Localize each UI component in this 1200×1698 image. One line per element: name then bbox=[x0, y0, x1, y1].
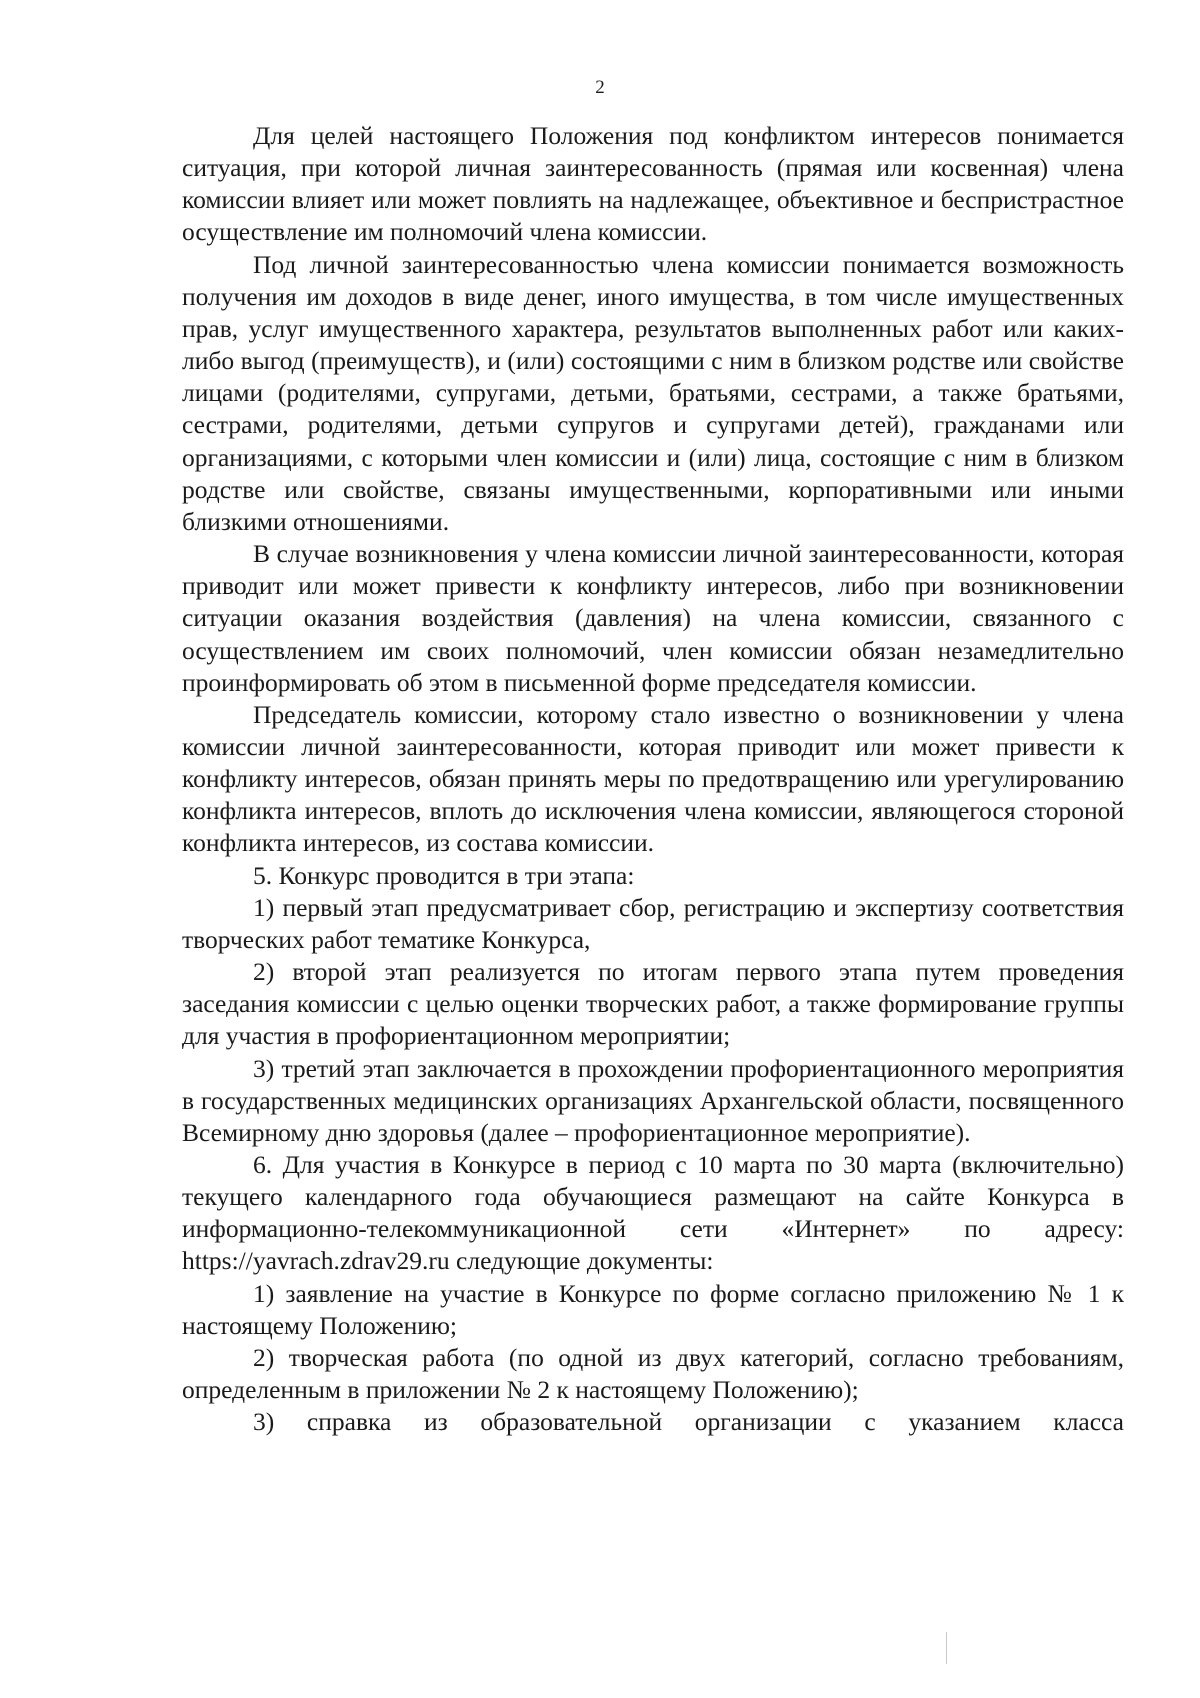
paragraph-personal-interest: Под личной заинтересованностью члена комиссии понимается возможность получения им доходов в виде денег, иного имущества, в том числе имущественных прав, услуг имущественного характера, результатов выполненных работ или каких-либо выгод (преимуществ), и (или) состоящими с ним в близком родстве или свойстве лицами (родителями, супругами, детьми, братьями, сестрами, а также братьями, сестрами, родителями, детьми супругов и супругами детей), гражданами или организациями, с которыми член комиссии и (или) лица, состоящие с ним в близком родстве или свойстве, связаны имущественными, корпоративными или иными близкими отношениями. bbox=[182, 249, 1124, 536]
paragraph-chairman-measures: Председатель комиссии, которому стало известно о возникновении у члена комиссии личной заинтересованности, которая приводит или может привести к конфликту интересов, обязан принять меры по предотвращению или урегулированию конфликта интересов, вплоть до исключения члена комиссии, являющегося стороной конфликта интересов, из состава комиссии. bbox=[182, 699, 1124, 858]
paragraph-conflict-definition: Для целей настоящего Положения под конфликтом интересов понимается ситуация, при которой личная заинтересованность (прямая или косвенная) члена комиссии влияет или может повлиять на надлежащее, объективное и беспристрастное осуществление им полномочий члена комиссии. bbox=[182, 121, 1124, 247]
document-body bbox=[182, 120, 1124, 1438]
paragraph-doc-creative-work: 2) творческая работа (по одной из двух категорий, согласно требованиям, определенным в приложении № 2 к настоящему Положению); bbox=[182, 1342, 1124, 1405]
paragraph-doc-certificate: 3) справка из образовательной организации с указанием класса bbox=[253, 1407, 1124, 1437]
scan-artifact bbox=[946, 1632, 947, 1664]
paragraph-doc-application: 1) заявление на участие в Конкурсе по форме согласно приложению № 1 к настоящему Положению; bbox=[182, 1278, 1124, 1340]
paragraph-member-obligation: В случае возникновения у члена комиссии личной заинтересованности, которая приводит или может привести к конфликту интересов, либо при возникновении ситуации оказания воздействия (давления) на члена комиссии, связанного с осуществлением им своих полномочий, член комиссии обязан незамедлительно проинформировать об этом в письменной форме председателя комиссии. bbox=[182, 539, 1124, 697]
page-number: 2 bbox=[595, 77, 605, 98]
paragraph-stage-one: 1) первый этап предусматривает сбор, регистрацию и экспертизу соответствия творческих работ тематике Конкурса, bbox=[182, 892, 1124, 954]
paragraph-contest-stages: 5. Конкурс проводится в три этапа: bbox=[253, 860, 635, 890]
paragraph-participation: 6. Для участия в Конкурсе в период с 10 марта по 30 марта (включительно) текущего календарного года обучающиеся размещают на сайте Конкурса в информационно-телекоммуникационной сети «Интернет» по адресу: https://yavrach.zdrav29.ru следующие документы: bbox=[182, 1150, 1124, 1276]
paragraph-stage-three: 3) третий этап заключается в прохождении профориентационного мероприятия в государственных медицинских организациях Архангельской области, посвященного Всемирному дню здоровья (далее – профориентационное мероприятие). bbox=[182, 1053, 1124, 1147]
paragraph-stage-two: 2) второй этап реализуется по итогам первого этапа путем проведения заседания комиссии с целью оценки творческих работ, а также формирование группы для участия в профориентационном мероприятии; bbox=[182, 957, 1124, 1051]
